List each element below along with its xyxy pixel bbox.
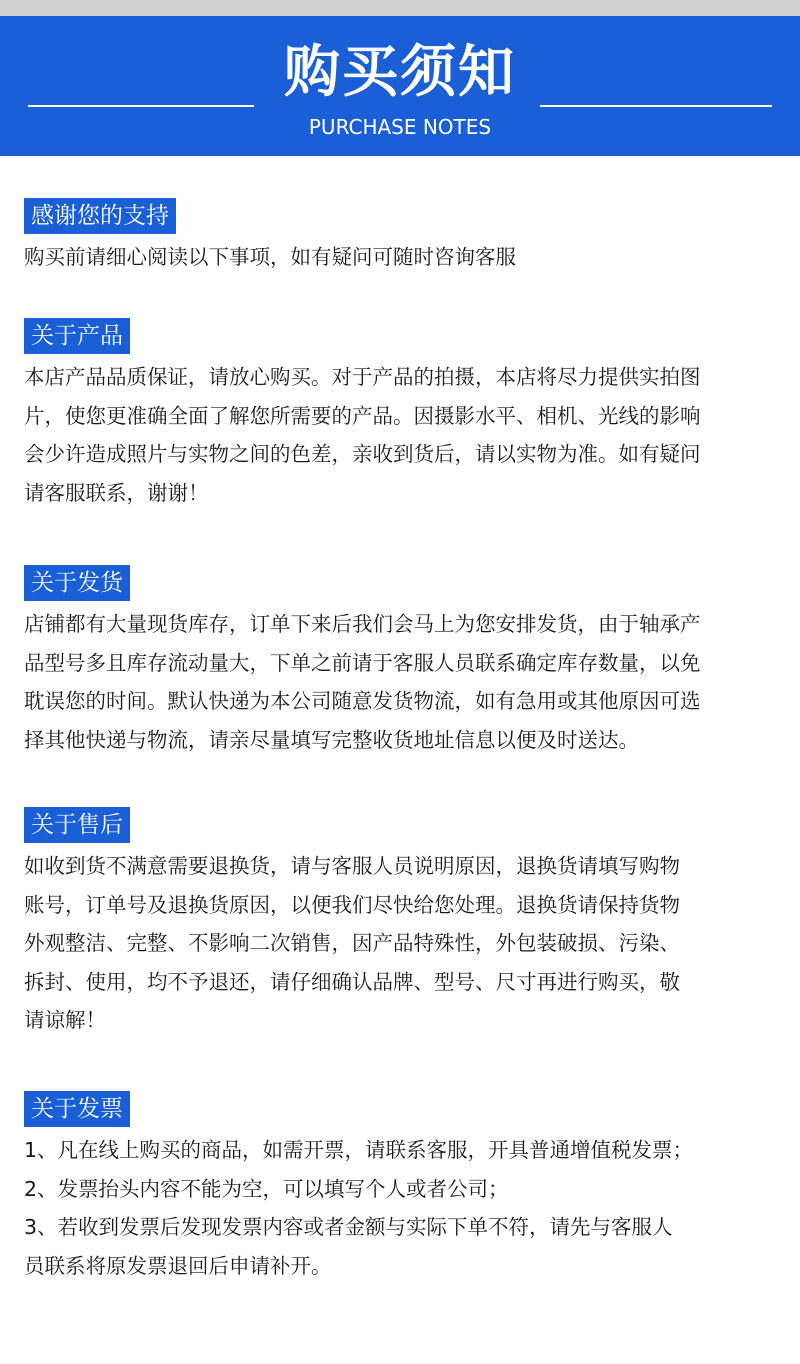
body-line: 账号，订单号及退换货原因，以便我们尽快给您处理。退换货请保持货物 xyxy=(24,892,680,917)
body-line: 外观整洁、完整、不影响二次销售，因产品特殊性，外包装破损、污染、 xyxy=(24,931,680,956)
body-line: 会少许造成照片与实物之间的色差，亲收到货后，请以实物为准。如有疑问 xyxy=(24,442,701,467)
section-thanks xyxy=(24,198,784,277)
section-shipping xyxy=(24,565,784,759)
body-line: 如收到货不满意需要退换货，请与客服人员说明原因，退换货请填写购物 xyxy=(24,854,680,878)
top-strip xyxy=(0,0,800,16)
body-line: 2、发票抬头内容不能为空，可以填写个人或者公司； xyxy=(24,1176,509,1201)
body-line: 品型号多且库存流动量大，下单之前请于客服人员联系确定库存数量，以免 xyxy=(24,650,701,675)
section-heading: 关于发货 xyxy=(24,565,130,601)
body-line: 拆封、使用，均不予退还，请仔细确认品牌、型号、尺寸再进行购买，敬 xyxy=(24,969,680,994)
section-body xyxy=(24,238,784,277)
section-body xyxy=(24,605,784,759)
body-line: 员联系将原发票退回后申请补开。 xyxy=(24,1253,332,1278)
section-heading: 关于产品 xyxy=(24,318,130,354)
body-line: 耽误您的时间。默认快递为本公司随意发货物流，如有急用或其他原因可选 xyxy=(24,689,701,714)
section-body xyxy=(24,1131,784,1285)
section-aftersales xyxy=(24,807,784,1040)
page-subtitle: PURCHASE NOTES xyxy=(308,115,492,139)
section-product xyxy=(24,318,784,512)
body-line: 本店产品品质保证，请放心购买。对于产品的拍摄，本店将尽力提供实拍图 xyxy=(24,365,701,389)
section-invoice xyxy=(24,1091,784,1285)
body-line: 3、若收到发票后发现发票内容或者金额与实际下单不符，请先与客服人 xyxy=(24,1215,673,1240)
body-line: 片，使您更准确全面了解您所需要的产品。因摄影水平、相机、光线的影响 xyxy=(24,403,701,428)
body-line: 择其他快递与物流，请亲尽量填写完整收货地址信息以便及时送达。 xyxy=(24,727,639,752)
section-heading: 感谢您的支持 xyxy=(24,198,176,234)
body-line: 店铺都有大量现货库存，订单下来后我们会马上为您安排发货，由于轴承产 xyxy=(24,612,701,636)
page-title: 购买须知 xyxy=(284,40,516,105)
section-body xyxy=(24,358,784,512)
body-line: 请谅解！ xyxy=(24,1008,106,1033)
section-heading: 关于发票 xyxy=(24,1091,130,1127)
section-body xyxy=(24,847,784,1040)
body-line: 请客服联系，谢谢！ xyxy=(24,480,209,505)
page-header xyxy=(0,16,800,156)
section-heading: 关于售后 xyxy=(24,807,130,843)
body-line: 购买前请细心阅读以下事项，如有疑问可随时咨询客服 xyxy=(24,245,516,269)
body-line: 1、凡在线上购买的商品，如需开票，请联系客服，开具普通增值税发票； xyxy=(24,1138,694,1162)
